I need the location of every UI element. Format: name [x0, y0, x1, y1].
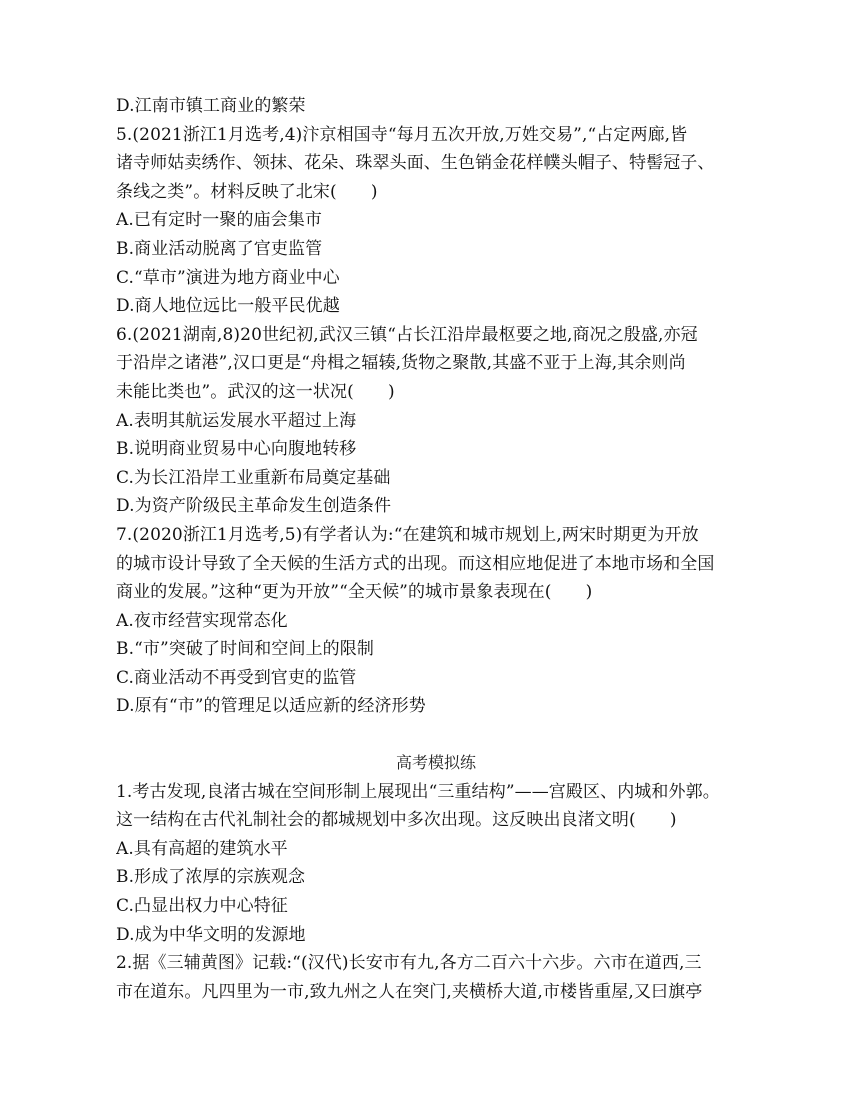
mock-question-1-option-c: C.凸显出权力中心特征	[116, 896, 288, 917]
question-6-text: 于沿岸之诸港”,汉口更是“舟楫之辐辏,货物之聚散,其盛不亚于上海,其余则尚	[116, 353, 686, 374]
mock-question-1-text: 1.考古发现,良渚古城在空间形制上展现出“三重结构”——宫殿区、内城和外郭。	[116, 781, 720, 802]
question-5-option-d: D.商人地位远比一般平民优越	[116, 296, 340, 317]
question-7-option-a: A.夜市经营实现常态化	[116, 610, 288, 631]
question-6-option-c: C.为长江沿岸工业重新布局奠定基础	[116, 467, 391, 488]
mock-question-2-text: 市在道东。凡四里为一市,致九州之人在突门,夹横桥大道,市楼皆重屋,又曰旗亭	[116, 981, 703, 1002]
question-5-option-a: A.已有定时一聚的庙会集市	[116, 210, 322, 231]
question-5-option-c: C.“草市”演进为地方商业中心	[116, 267, 340, 288]
page-content	[116, 92, 756, 1006]
question-6-text: 6.(2021湖南,8)20世纪初,武汉三镇“占长江沿岸最枢要之地,商况之殷盛,亦冠	[116, 324, 698, 345]
mock-exercises	[116, 778, 756, 1007]
question-5-text: 诸寺师姑卖绣作、领抹、花朵、珠翠头面、生色销金花样幞头帽子、特髻冠子、	[116, 153, 715, 174]
question-7-option-c: C.商业活动不再受到官吏的监管	[116, 667, 357, 688]
question-6-option-d: D.为资产阶级民主革命发生创造条件	[116, 496, 392, 517]
mock-question-1-text: 这一结构在古代礼制社会的都城规划中多次出现。这反映出良渚文明( )	[116, 810, 677, 831]
previous-exercises	[116, 92, 756, 721]
question-5-text: 条线之类”。材料反映了北宋( )	[116, 181, 378, 202]
question-5-option-b: B.商业活动脱离了官吏监管	[116, 238, 323, 259]
question-5-text: 5.(2021浙江1月选考,4)汴京相国寺“每月五次开放,万姓交易”,“占定两廊,皆	[116, 124, 688, 145]
question-7-text: 商业的发展。”这种“更为开放”“全天候”的城市景象表现在( )	[116, 582, 593, 603]
option-line: D.江南市镇工商业的繁荣	[116, 96, 306, 116]
question-7-text: 的城市设计导致了全天候的生活方式的出现。而这相应地促进了本地市场和全国	[116, 553, 715, 574]
mock-question-1-option-d: D.成为中华文明的发源地	[116, 924, 306, 945]
question-7-option-d: D.原有“市”的管理足以适应新的经济形势	[116, 696, 426, 717]
question-6-text: 未能比类也”。武汉的这一状况( )	[116, 381, 395, 402]
mock-question-1-option-b: B.形成了浓厚的宗族观念	[116, 867, 306, 888]
question-6-option-b: B.说明商业贸易中心向腹地转移	[116, 439, 357, 460]
question-6-option-a: A.表明其航运发展水平超过上海	[116, 410, 357, 431]
question-7-option-b: B.“市”突破了时间和空间上的限制	[116, 639, 374, 660]
section-title: 高考模拟练	[395, 753, 476, 773]
mock-question-1-option-a: A.具有高超的建筑水平	[116, 838, 288, 859]
mock-question-2-text: 2.据《三辅黄图》记载:“(汉代)长安市有九,各方二百六十六步。六市在道西,三	[116, 953, 702, 974]
question-7-text: 7.(2020浙江1月选考,5)有学者认为:“在建筑和城市规划上,两宋时期更为开放	[116, 524, 699, 545]
